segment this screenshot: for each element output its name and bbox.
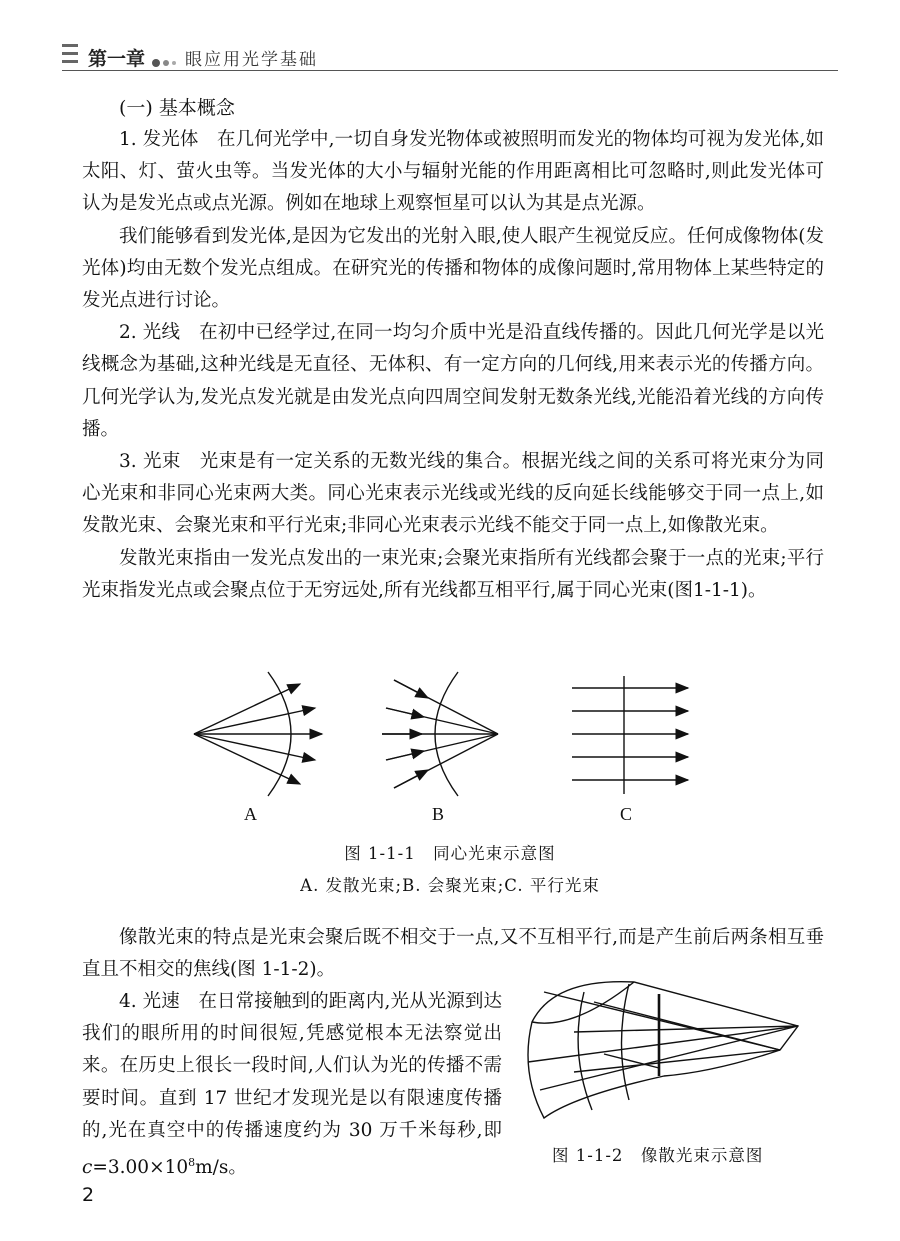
page-number: 2: [82, 1184, 95, 1206]
paragraph: [82, 986, 502, 1184]
header-lines-icon: [62, 44, 78, 66]
paragraph: 3. 光束 光束是有一定关系的无数光线的集合。根据光线之间的关系可将光束分为同心光束和非同心光束两大类。同心光束表示光线或光线的反向延长线能够交于同一点上,如发散光束、会聚光束和平行光束;非同心光束表示光线不能交于同一点上,如像散光束。: [82, 451, 824, 537]
paragraph: 2. 光线 在初中已经学过,在同一均匀介质中光是沿直线传播的。因此几何光学是以光线概念为基础,这种光线是无直径、无体积、有一定方向的几何线,用来表示光的传播方向。几何光学认为,发光点发光就是由发光点向四周空间发射无数条光线,光能沿着光线的方向传播。: [82, 322, 824, 440]
figure-label-a: A: [244, 804, 257, 824]
light-speed-section: [82, 986, 502, 1184]
paragraph: 像散光束的特点是光束会聚后既不相交于一点,又不互相平行,而是产生前后两条相互垂直且不相交的焦线(图 1-1-2)。: [82, 927, 824, 981]
main-text: [82, 92, 824, 607]
concentric-beams-figure: [180, 666, 700, 816]
formula-unit: m/s。: [195, 1157, 247, 1179]
paragraph: 发散光束指由一发光点发出的一束光束;会聚光束指所有光线都会聚于一点的光束;平行光束指发光点或会聚点位于无穷远处,所有光线都互相平行,属于同心光束(图1-1-1)。: [82, 547, 824, 601]
parallel-beam-diagram: [572, 676, 688, 794]
section-heading: (一) 基本概念: [119, 97, 235, 119]
convergent-beam-diagram: [382, 672, 498, 796]
figure2-caption: 图 1-1-2 像散光束示意图: [552, 1146, 764, 1165]
astigmatic-beam-figure: [514, 972, 810, 1124]
formula-c: c: [82, 1157, 93, 1179]
figure-label-b: B: [432, 804, 445, 824]
chapter-title: 眼应用光学基础: [185, 50, 318, 70]
formula-exp: 8: [188, 1156, 196, 1170]
formula-eq: =3.00×10: [92, 1157, 189, 1179]
header-dots-icon: [152, 52, 179, 71]
figure-subcaption: A. 发散光束;B. 会聚光束;C. 平行光束: [300, 876, 600, 895]
chapter-label: 第一章: [88, 48, 146, 70]
section4-text: 4. 光速 在日常接触到的距离内,光从光源到达我们的眼所用的时间很短,凭感觉根本无法察觉出来。在历史上很长一段时间,人们认为光的传播不需要时间。直到 17 世纪才发现光是以有限速度传播的,光在真空中的传播速度约为 30 万千米每秒,即: [82, 991, 502, 1141]
page-header: [0, 0, 900, 80]
divergent-beam-diagram: [194, 672, 322, 796]
paragraph: 我们能够看到发光体,是因为它发出的光射入眼,使人眼产生视觉反应。任何成像物体(发光体)均由无数个发光点组成。在研究光的传播和物体的成像问题时,常用物体上某些特定的发光点进行讨论。: [82, 225, 824, 312]
header-rule: [62, 70, 838, 71]
figure-caption: 图 1-1-1 同心光束示意图: [344, 844, 556, 863]
figure-label-c: C: [620, 804, 633, 824]
paragraph: 1. 发光体 在几何光学中,一切自身发光物体或被照明而发光的物体均可视为发光体,如太阳、灯、萤火虫等。当发光体的大小与辐射光能的作用距离相比可忽略时,则此发光体可认为是发光点或点光源。例如在地球上观察恒星可以认为其是点光源。: [82, 129, 824, 215]
